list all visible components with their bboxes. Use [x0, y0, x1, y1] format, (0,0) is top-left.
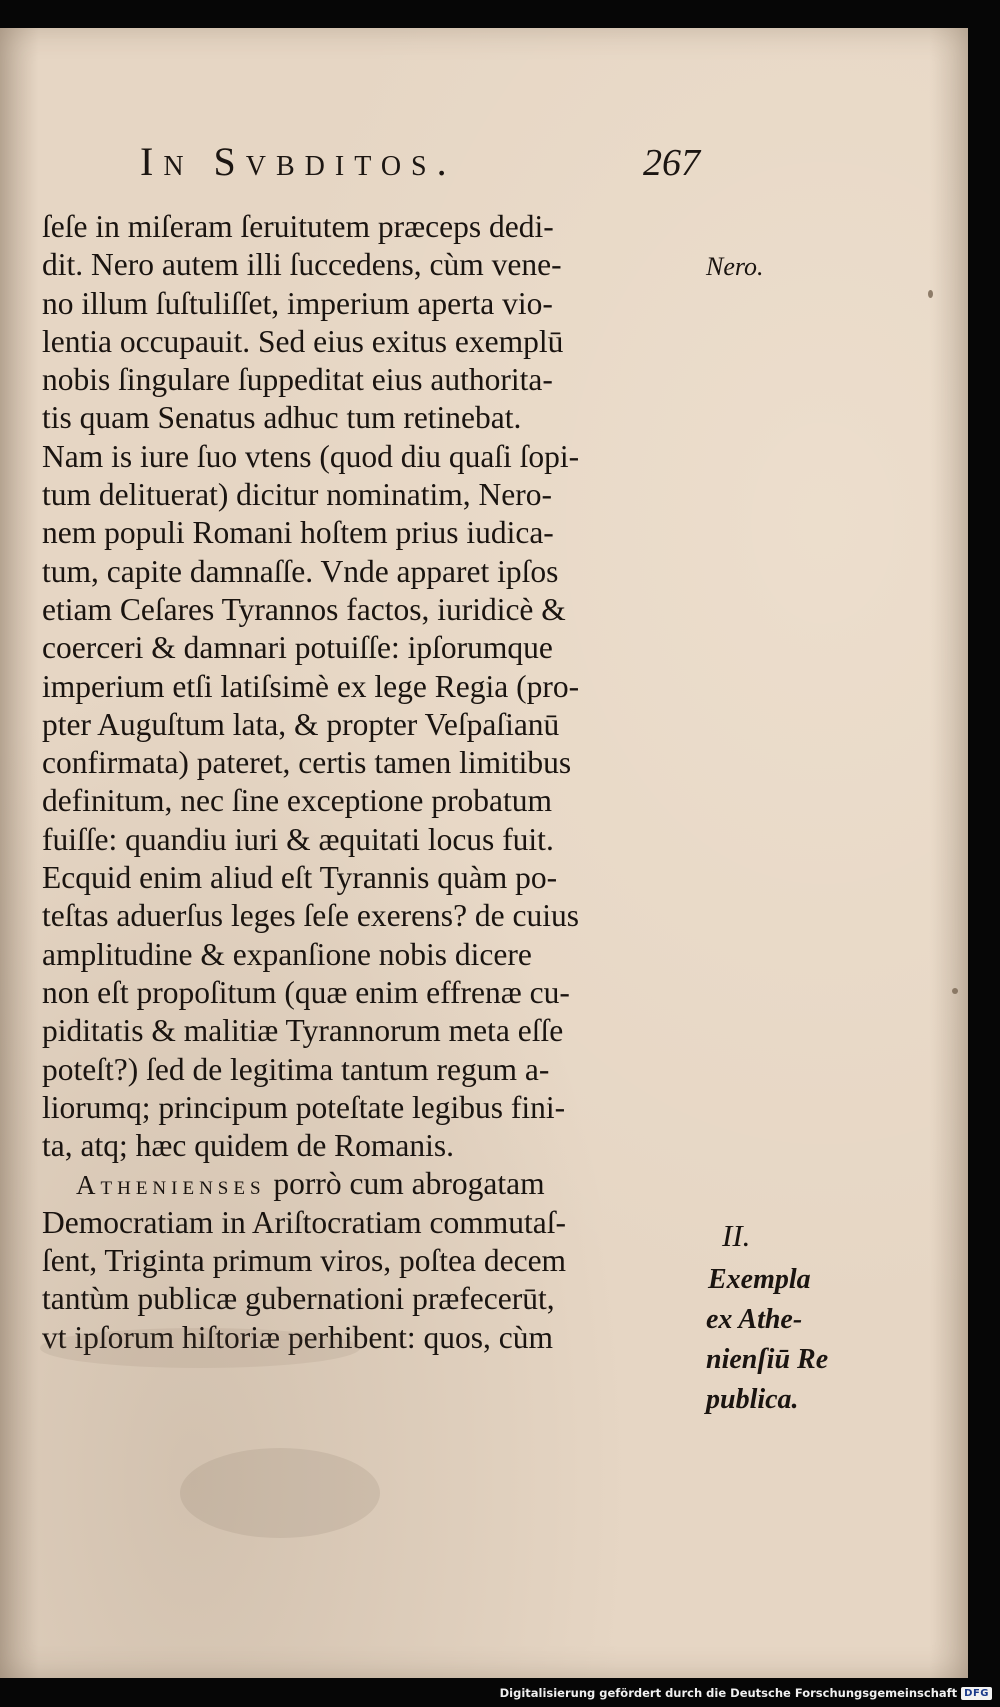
text-line: definitum, nec ſine exceptione probatum [42, 783, 552, 819]
text-line: etiam Ceſares Tyrannos factos, iuridicè & [42, 591, 566, 627]
text-line: no illum ſuſtuliſſet, imperium aperta vio- [42, 285, 553, 321]
text-line: nobis ſingulare ſuppeditat eius authorita- [42, 362, 553, 398]
text-line: tum, capite damnaſſe. Vnde apparet ipſos [42, 553, 559, 589]
text-line: nem populi Romani hoſtem prius iudica- [42, 515, 554, 551]
paragraph-lead-rest: porrò cum abrogatam [265, 1166, 545, 1202]
paper-stain [180, 1448, 380, 1538]
text-line: Democratiam in Ariſtocratiam commutaſ- [42, 1204, 566, 1240]
text-line: dit. Nero autem illi ſuccedens, cùm vene- [42, 247, 562, 283]
text-line: ſeſe in miſeram ſeruitutem præceps dedi- [42, 209, 554, 244]
text-line: confirmata) pateret, certis tamen limitibus [42, 745, 572, 781]
text-line: ta, atq; hæc quidem de Romanis. [42, 1128, 455, 1164]
paper-stain [40, 1328, 360, 1368]
page-number: 267 [643, 142, 700, 184]
margin-note-line: ex Athe- [706, 1304, 803, 1335]
text-line: fuiſſe: quandiu iuri & æquitati locus fuit. [42, 821, 554, 857]
text-line: liorumq; principum poteſtate legibus fini- [42, 1089, 566, 1125]
text-line: imperium etſi latiſsimè ex lege Regia (pro- [42, 668, 580, 704]
margin-note-line: publica. [706, 1384, 799, 1415]
margin-note-line: nienſiū Re [706, 1344, 829, 1375]
margin-notes [0, 28, 968, 1678]
paragraph-lead-word: Athenienses [76, 1170, 266, 1201]
text-line: lentia occupauit. Sed eius exitus exemplū [42, 323, 564, 359]
text-line: pter Auguſtum lata, & propter Veſpaſianū [42, 706, 560, 742]
digitization-credit [500, 1683, 992, 1703]
margin-note-nero: Nero. [706, 252, 764, 281]
text-line: amplitudine & expanſione nobis dicere [42, 936, 532, 972]
text-line: piditatis & malitiæ Tyrannorum meta eſſe [42, 1013, 564, 1049]
text-line: tis quam Senatus adhuc tum retinebat. [42, 400, 522, 436]
text-line: teſtas aduerſus leges ſeſe exerens? de cuius [42, 898, 580, 934]
paper-speck [952, 988, 958, 994]
text-line: tantùm publicæ gubernationi præfecerūt, [42, 1281, 555, 1317]
text-line: ſent, Triginta primum viros, poſtea decem [42, 1243, 567, 1279]
text-line: poteſt?) ſed de legitima tantum regum a- [42, 1051, 550, 1087]
book-page [0, 28, 968, 1678]
margin-section-number: II. [722, 1218, 751, 1253]
text-line: tum delituerat) dicitur nominatim, Nero- [42, 477, 552, 513]
credit-text: Digitalisierung gefördert durch die Deutsche Forschungsgemeinschaft [499, 1686, 958, 1700]
text-line: vt ipſorum hiſtoriæ perhibent: quos, cùm [42, 1319, 553, 1355]
paper-speck [928, 290, 933, 298]
text-line: Ecquid enim aliud eſt Tyrannis quàm po- [42, 860, 558, 896]
text-line: coerceri & damnari potuiſſe: ipſorumque [42, 630, 553, 666]
running-head-title: In Svbditos. [140, 139, 457, 184]
dfg-logo: DFG [961, 1687, 992, 1700]
text-line: Nam is iure ſuo vtens (quod diu quaſi ſopi- [42, 438, 580, 474]
text-line: non eſt propoſitum (quæ enim effrenæ cu- [42, 974, 570, 1010]
margin-note-line: Exempla [708, 1264, 811, 1295]
